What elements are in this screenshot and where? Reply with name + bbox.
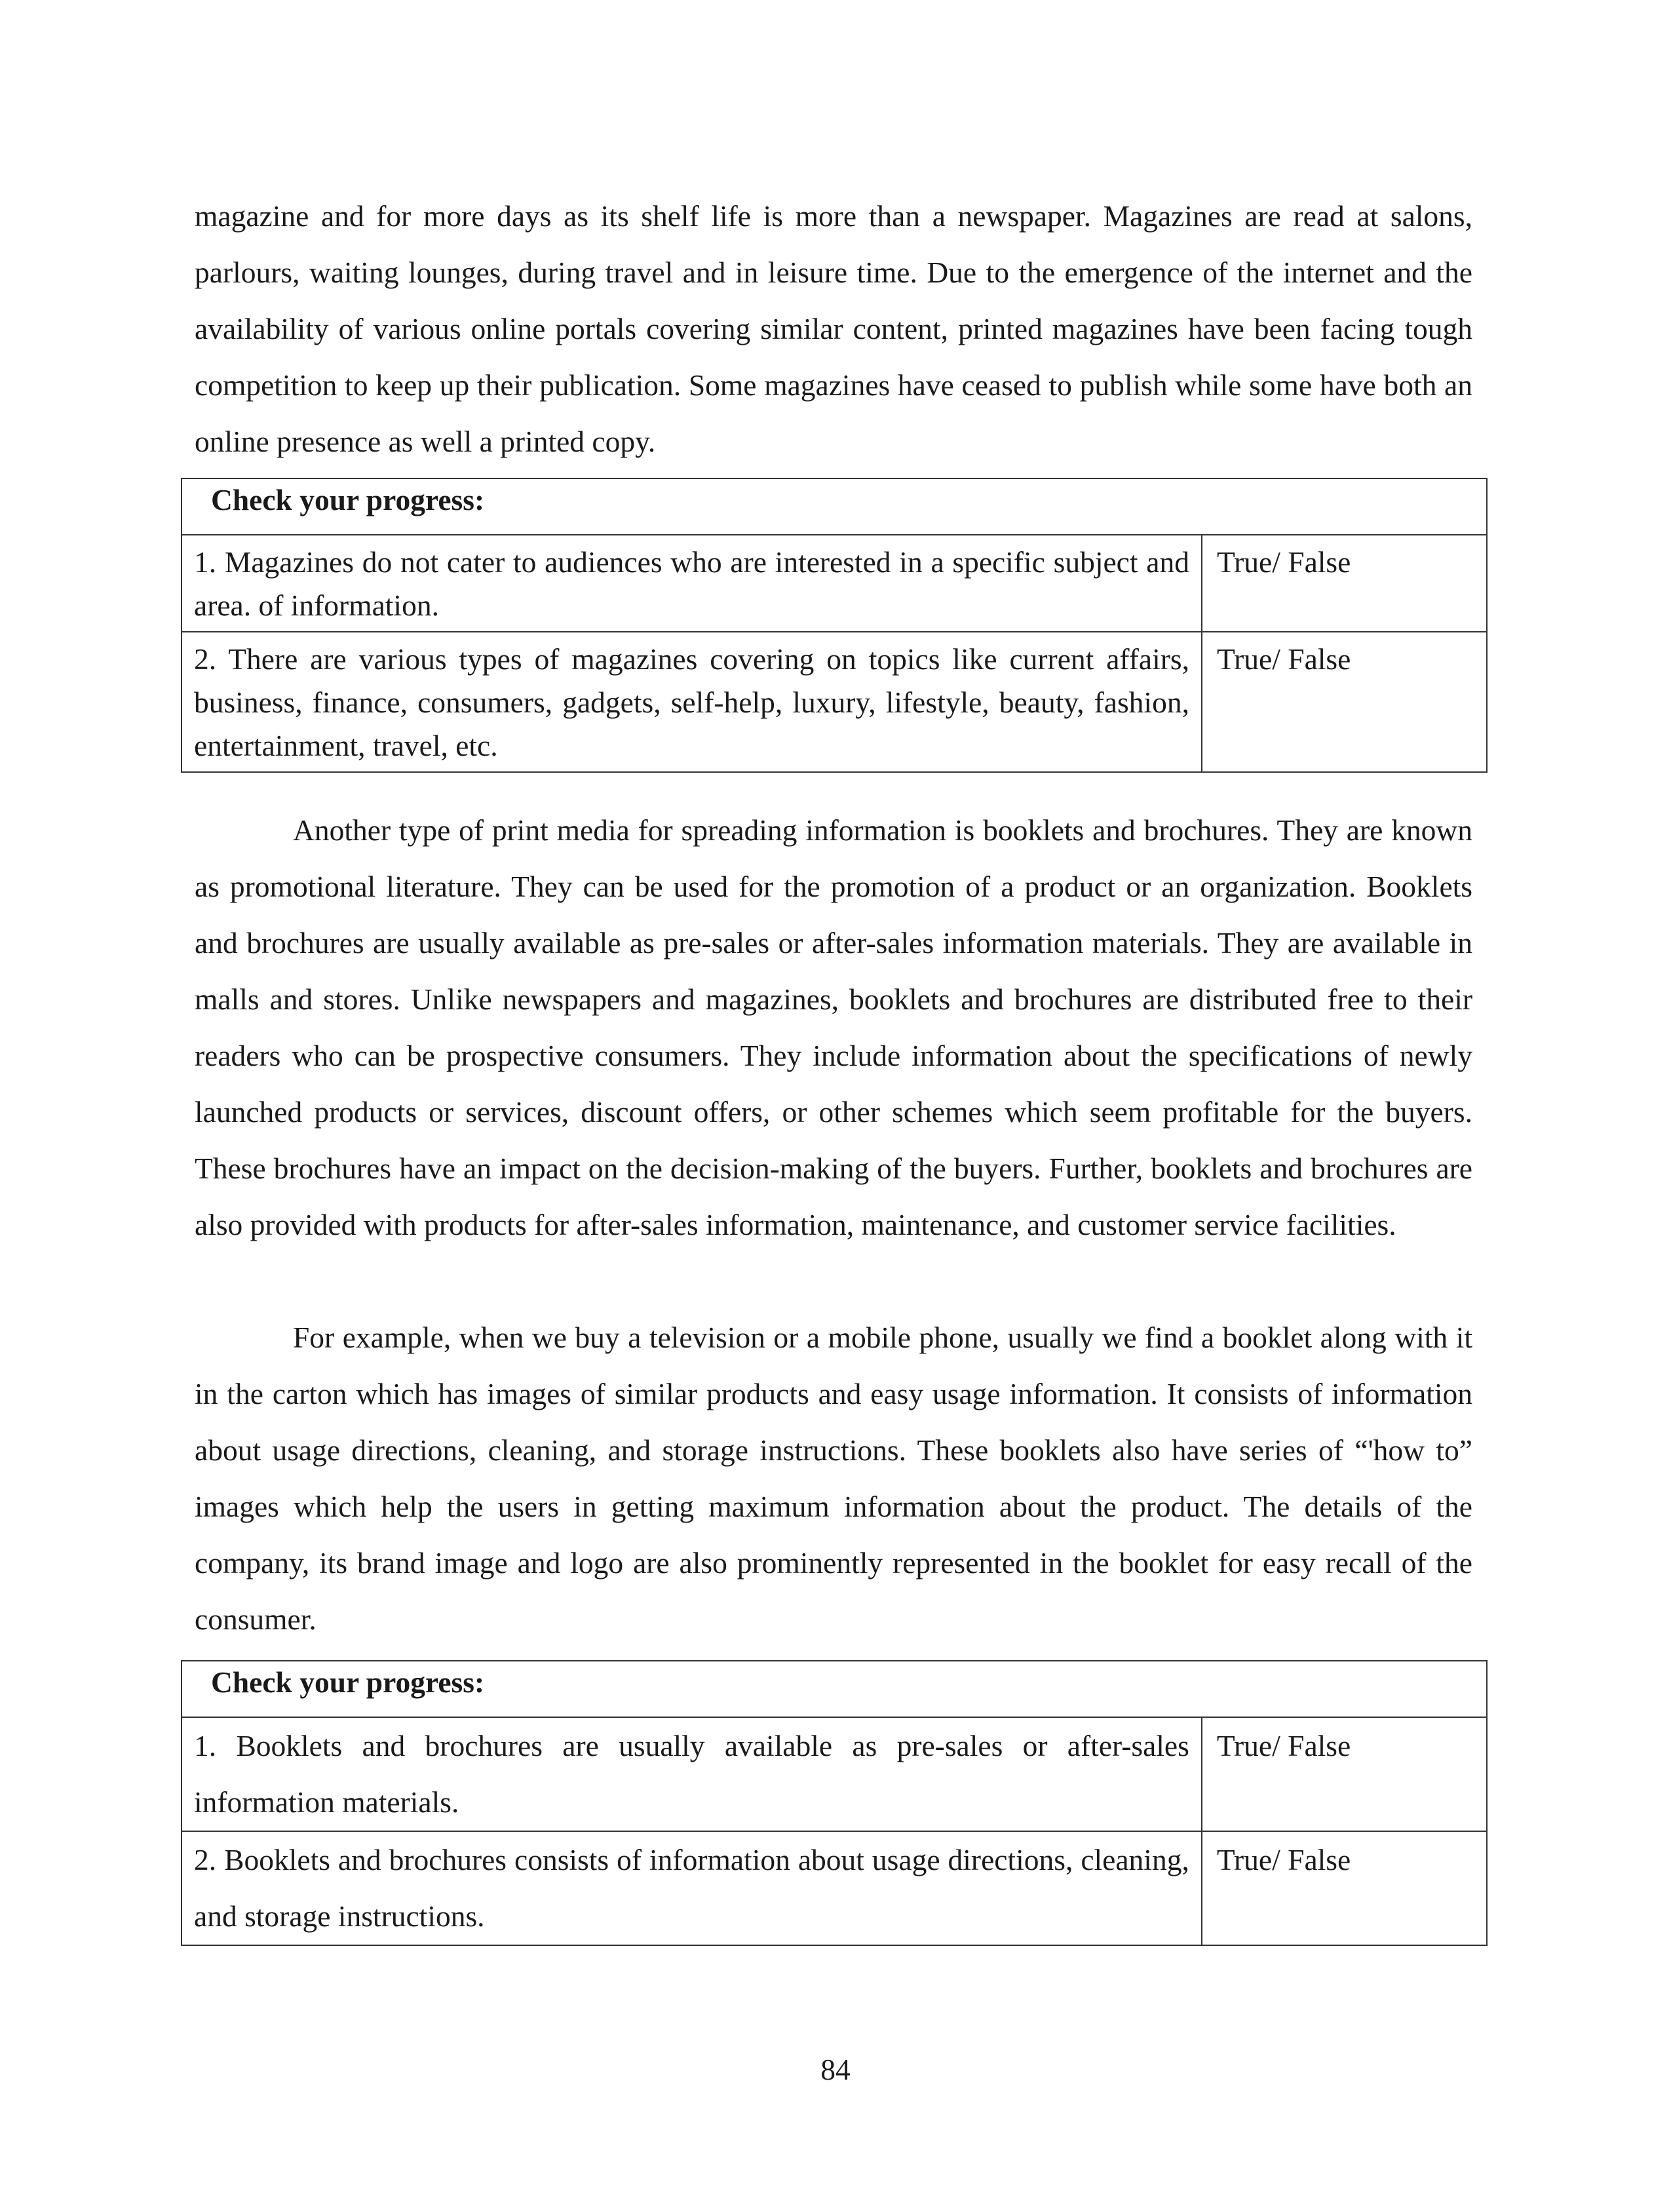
question-cell: 1. Magazines do not cater to audiences who are interested in a specific subject and area. of information. — [182, 535, 1202, 632]
paragraph-booklets-brochures: Another type of print media for spreading information is booklets and brochures. They are known as promotional literature. They can be used for the promotion of a product or an organization. Booklets and brochures are usually available as pre-sales or after-sales information materials. They are available in malls and stores. Unlike newspapers and magazines, booklets and brochures are distributed free to their readers who can be prospective consumers. They include information about the specifications of newly launched products or services, discount offers, or other schemes which seem profitable for the buyers. These brochures have an impact on the decision-making of the buyers. Further, booklets and brochures are also provided with products for after-sales information, maintenance, and customer service facilities. — [195, 813, 1472, 1241]
true-false-cell: True/ False — [1202, 632, 1487, 772]
true-false-cell: True/ False — [1202, 1717, 1487, 1831]
paragraph-magazines: magazine and for more days as its shelf life is more than a newspaper. Magazines are read at salons, parlours, waiting lounges, during travel and in leisure time. Due to the emergence of the internet and the availability of various online portals covering similar content, printed magazines have been facing tough competition to keep up their publication. Some magazines have ceased to publish while some have both an online presence as well a printed copy. — [195, 199, 1472, 458]
check-progress-heading: Check your progress: — [182, 1661, 1487, 1717]
table-row — [182, 1831, 1487, 1945]
page-number: 84 — [820, 2053, 851, 2086]
table-header-row — [182, 478, 1487, 535]
true-false-cell: True/ False — [1202, 535, 1487, 632]
question-cell: 2. There are various types of magazines covering on topics like current affairs, business, finance, consumers, gadgets, self-help, luxury, lifestyle, beauty, fashion, entertainment, travel, etc. — [182, 632, 1202, 772]
table-row — [182, 1717, 1487, 1831]
check-progress-table-booklets — [181, 1660, 1488, 1946]
true-false-cell: True/ False — [1202, 1831, 1487, 1945]
question-cell: 1. Booklets and brochures are usually available as pre-sales or after-sales information materials. — [182, 1717, 1202, 1831]
check-progress-heading: Check your progress: — [182, 478, 1487, 535]
check-progress-table-magazines — [181, 478, 1488, 773]
paragraph-example: For example, when we buy a television or a mobile phone, usually we find a booklet along with it in the carton which has images of similar products and easy usage information. It consists of information about usage directions, cleaning, and storage instructions. These booklets also have series of “'how to” images which help the users in getting maximum information about the product. The details of the company, its brand image and logo are also prominently represented in the booklet for easy recall of the consumer. — [195, 1321, 1472, 1636]
table-row — [182, 632, 1487, 772]
question-cell: 2. Booklets and brochures consists of information about usage directions, cleaning, and storage instructions. — [182, 1831, 1202, 1945]
table-row — [182, 535, 1487, 632]
table-header-row — [182, 1661, 1487, 1717]
